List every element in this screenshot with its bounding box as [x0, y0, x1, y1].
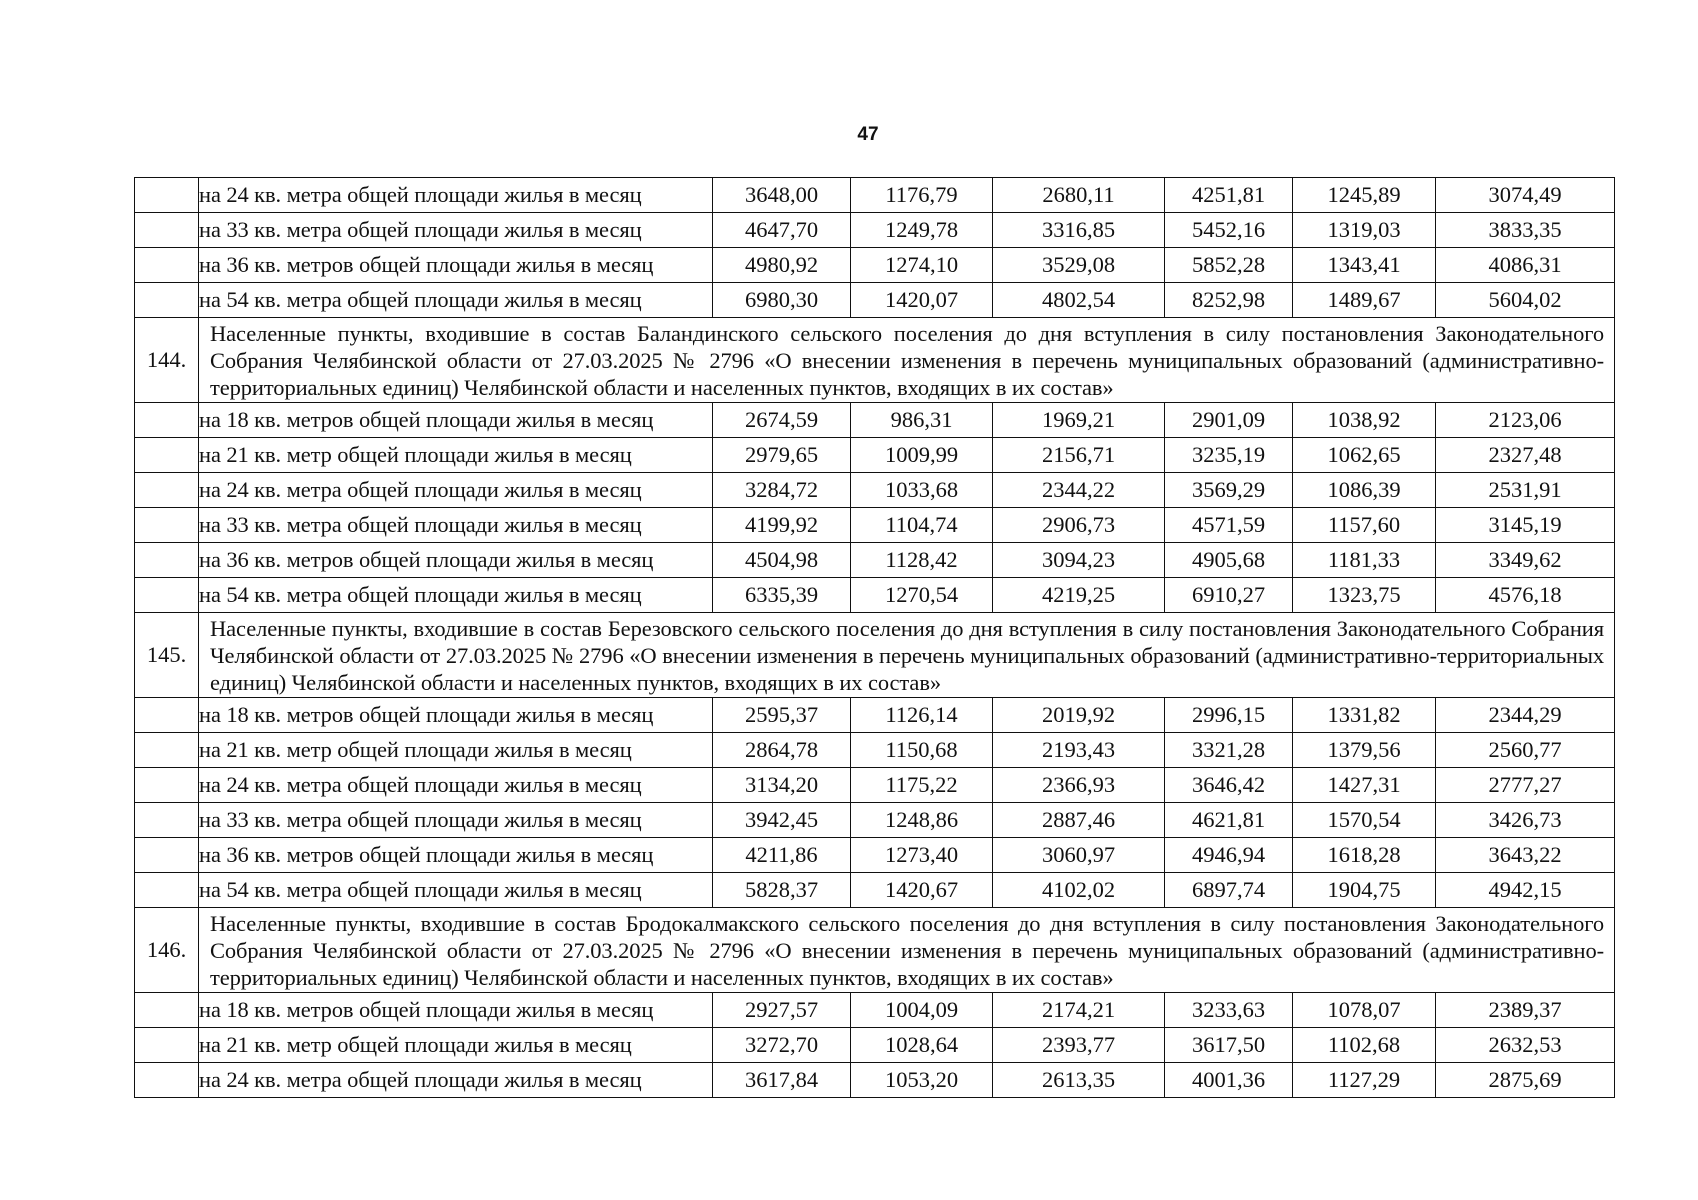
value-cell: 2674,59	[713, 403, 851, 438]
row-number-cell	[135, 1063, 199, 1098]
row-number-cell	[135, 1028, 199, 1063]
row-number-cell	[135, 248, 199, 283]
row-label: на 33 кв. метра общей площади жилья в месяц	[199, 508, 713, 543]
value-cell: 1969,21	[993, 403, 1165, 438]
value-cell: 6335,39	[713, 578, 851, 613]
value-cell: 1270,54	[851, 578, 993, 613]
value-cell: 1028,64	[851, 1028, 993, 1063]
tariff-table	[134, 177, 1615, 1098]
value-cell: 1104,74	[851, 508, 993, 543]
value-cell: 1004,09	[851, 993, 993, 1028]
row-label: на 36 кв. метров общей площади жилья в месяц	[199, 543, 713, 578]
value-cell: 1078,07	[1293, 993, 1436, 1028]
value-cell: 4001,36	[1165, 1063, 1293, 1098]
table-row	[135, 283, 1615, 318]
value-cell: 2875,69	[1436, 1063, 1615, 1098]
value-cell: 3094,23	[993, 543, 1165, 578]
row-number-cell	[135, 213, 199, 248]
value-cell: 1420,67	[851, 873, 993, 908]
page-number: 47	[857, 124, 879, 145]
value-cell: 3569,29	[1165, 473, 1293, 508]
table-row	[135, 508, 1615, 543]
row-number-cell	[135, 768, 199, 803]
value-cell: 4905,68	[1165, 543, 1293, 578]
value-cell: 3316,85	[993, 213, 1165, 248]
value-cell: 3233,63	[1165, 993, 1293, 1028]
value-cell: 1126,14	[851, 698, 993, 733]
value-cell: 1157,60	[1293, 508, 1436, 543]
value-cell: 3060,97	[993, 838, 1165, 873]
row-number-cell	[135, 508, 199, 543]
row-label: на 21 кв. метр общей площади жилья в месяц	[199, 733, 713, 768]
value-cell: 3321,28	[1165, 733, 1293, 768]
value-cell: 1427,31	[1293, 768, 1436, 803]
value-cell: 3617,84	[713, 1063, 851, 1098]
value-cell: 4571,59	[1165, 508, 1293, 543]
value-cell: 3617,50	[1165, 1028, 1293, 1063]
table-row	[135, 993, 1615, 1028]
value-cell: 2393,77	[993, 1028, 1165, 1063]
section-number: 144.	[135, 318, 199, 403]
value-cell: 2887,46	[993, 803, 1165, 838]
row-number-cell	[135, 543, 199, 578]
value-cell: 6910,27	[1165, 578, 1293, 613]
value-cell: 2156,71	[993, 438, 1165, 473]
row-number-cell	[135, 283, 199, 318]
value-cell: 1102,68	[1293, 1028, 1436, 1063]
table-row	[135, 733, 1615, 768]
value-cell: 1618,28	[1293, 838, 1436, 873]
value-cell: 1249,78	[851, 213, 993, 248]
value-cell: 2595,37	[713, 698, 851, 733]
value-cell: 2327,48	[1436, 438, 1615, 473]
value-cell: 3235,19	[1165, 438, 1293, 473]
table-row	[135, 768, 1615, 803]
value-cell: 3349,62	[1436, 543, 1615, 578]
row-label: на 21 кв. метр общей площади жилья в месяц	[199, 1028, 713, 1063]
table-body	[135, 178, 1615, 1098]
table-row	[135, 213, 1615, 248]
section-number: 145.	[135, 613, 199, 698]
value-cell: 2531,91	[1436, 473, 1615, 508]
row-number-cell	[135, 698, 199, 733]
value-cell: 1273,40	[851, 838, 993, 873]
value-cell: 2123,06	[1436, 403, 1615, 438]
value-cell: 3833,35	[1436, 213, 1615, 248]
row-number-cell	[135, 838, 199, 873]
table-row	[135, 698, 1615, 733]
value-cell: 1176,79	[851, 178, 993, 213]
value-cell: 2613,35	[993, 1063, 1165, 1098]
value-cell: 5828,37	[713, 873, 851, 908]
value-cell: 1489,67	[1293, 283, 1436, 318]
value-cell: 4251,81	[1165, 178, 1293, 213]
value-cell: 4980,92	[713, 248, 851, 283]
table-row	[135, 438, 1615, 473]
value-cell: 4942,15	[1436, 873, 1615, 908]
value-cell: 986,31	[851, 403, 993, 438]
value-cell: 1127,29	[1293, 1063, 1436, 1098]
value-cell: 8252,98	[1165, 283, 1293, 318]
value-cell: 4504,98	[713, 543, 851, 578]
section-header-row	[135, 613, 1615, 698]
row-number-cell	[135, 803, 199, 838]
value-cell: 5604,02	[1436, 283, 1615, 318]
value-cell: 2174,21	[993, 993, 1165, 1028]
section-description: Населенные пункты, входившие в состав Бродокалмакского сельского поселения до дня вступления в силу постановления Законодательного Собрания Челябинской области от 27.03.2025 № 2796 «О внесении изменения в перечень муниципальных образований (административно-территориальных единиц) Челябинской области и населенных пунктов, входящих в их состав»	[199, 908, 1615, 993]
value-cell: 3643,22	[1436, 838, 1615, 873]
value-cell: 2777,27	[1436, 768, 1615, 803]
value-cell: 2680,11	[993, 178, 1165, 213]
value-cell: 3134,20	[713, 768, 851, 803]
value-cell: 2366,93	[993, 768, 1165, 803]
value-cell: 1570,54	[1293, 803, 1436, 838]
table-row	[135, 578, 1615, 613]
value-cell: 5452,16	[1165, 213, 1293, 248]
row-label: на 33 кв. метра общей площади жилья в месяц	[199, 803, 713, 838]
table-row	[135, 248, 1615, 283]
value-cell: 2632,53	[1436, 1028, 1615, 1063]
section-description: Населенные пункты, входившие в состав Березовского сельского поселения до дня вступления в силу постановления Законодательного Собрания Челябинской области от 27.03.2025 № 2796 «О внесении изменения в перечень муниципальных образований (административно-территориальных единиц) Челябинской области и населенных пунктов, входящих в их состав»	[199, 613, 1615, 698]
value-cell: 4219,25	[993, 578, 1165, 613]
value-cell: 2193,43	[993, 733, 1165, 768]
value-cell: 1420,07	[851, 283, 993, 318]
table-row	[135, 1028, 1615, 1063]
row-label: на 54 кв. метра общей площади жилья в месяц	[199, 283, 713, 318]
row-label: на 24 кв. метра общей площади жилья в месяц	[199, 1063, 713, 1098]
value-cell: 3529,08	[993, 248, 1165, 283]
value-cell: 5852,28	[1165, 248, 1293, 283]
row-number-cell	[135, 473, 199, 508]
row-label: на 18 кв. метров общей площади жилья в месяц	[199, 993, 713, 1028]
value-cell: 2927,57	[713, 993, 851, 1028]
value-cell: 2864,78	[713, 733, 851, 768]
row-number-cell	[135, 578, 199, 613]
row-label: на 36 кв. метров общей площади жилья в месяц	[199, 248, 713, 283]
table-row	[135, 543, 1615, 578]
table-row	[135, 838, 1615, 873]
value-cell: 1038,92	[1293, 403, 1436, 438]
value-cell: 6980,30	[713, 283, 851, 318]
table-row	[135, 473, 1615, 508]
value-cell: 1319,03	[1293, 213, 1436, 248]
value-cell: 1323,75	[1293, 578, 1436, 613]
section-number: 146.	[135, 908, 199, 993]
value-cell: 1248,86	[851, 803, 993, 838]
row-label: на 24 кв. метра общей площади жилья в месяц	[199, 473, 713, 508]
value-cell: 4199,92	[713, 508, 851, 543]
value-cell: 4086,31	[1436, 248, 1615, 283]
section-header-row	[135, 318, 1615, 403]
value-cell: 2906,73	[993, 508, 1165, 543]
value-cell: 2979,65	[713, 438, 851, 473]
table-row	[135, 178, 1615, 213]
value-cell: 1086,39	[1293, 473, 1436, 508]
value-cell: 1053,20	[851, 1063, 993, 1098]
section-header-row	[135, 908, 1615, 993]
value-cell: 1343,41	[1293, 248, 1436, 283]
row-number-cell	[135, 733, 199, 768]
value-cell: 1009,99	[851, 438, 993, 473]
row-label: на 24 кв. метра общей площади жилья в месяц	[199, 178, 713, 213]
value-cell: 4647,70	[713, 213, 851, 248]
table-row	[135, 803, 1615, 838]
table-row	[135, 1063, 1615, 1098]
value-cell: 3646,42	[1165, 768, 1293, 803]
value-cell: 3272,70	[713, 1028, 851, 1063]
value-cell: 4946,94	[1165, 838, 1293, 873]
value-cell: 1379,56	[1293, 733, 1436, 768]
value-cell: 4621,81	[1165, 803, 1293, 838]
value-cell: 2389,37	[1436, 993, 1615, 1028]
row-label: на 24 кв. метра общей площади жилья в месяц	[199, 768, 713, 803]
value-cell: 4576,18	[1436, 578, 1615, 613]
value-cell: 6897,74	[1165, 873, 1293, 908]
value-cell: 1181,33	[1293, 543, 1436, 578]
value-cell: 1175,22	[851, 768, 993, 803]
value-cell: 1150,68	[851, 733, 993, 768]
row-number-cell	[135, 438, 199, 473]
value-cell: 1128,42	[851, 543, 993, 578]
row-label: на 18 кв. метров общей площади жилья в месяц	[199, 403, 713, 438]
value-cell: 1904,75	[1293, 873, 1436, 908]
row-label: на 33 кв. метра общей площади жилья в месяц	[199, 213, 713, 248]
value-cell: 2560,77	[1436, 733, 1615, 768]
value-cell: 1331,82	[1293, 698, 1436, 733]
value-cell: 3426,73	[1436, 803, 1615, 838]
value-cell: 2996,15	[1165, 698, 1293, 733]
row-label: на 21 кв. метр общей площади жилья в месяц	[199, 438, 713, 473]
value-cell: 3942,45	[713, 803, 851, 838]
table-row	[135, 873, 1615, 908]
row-label: на 54 кв. метра общей площади жилья в месяц	[199, 578, 713, 613]
value-cell: 1033,68	[851, 473, 993, 508]
value-cell: 3074,49	[1436, 178, 1615, 213]
value-cell: 3648,00	[713, 178, 851, 213]
row-number-cell	[135, 403, 199, 438]
value-cell: 4211,86	[713, 838, 851, 873]
row-label: на 54 кв. метра общей площади жилья в месяц	[199, 873, 713, 908]
value-cell: 1062,65	[1293, 438, 1436, 473]
value-cell: 2901,09	[1165, 403, 1293, 438]
value-cell: 3284,72	[713, 473, 851, 508]
value-cell: 4102,02	[993, 873, 1165, 908]
row-number-cell	[135, 993, 199, 1028]
value-cell: 1274,10	[851, 248, 993, 283]
section-description: Населенные пункты, входившие в состав Баландинского сельского поселения до дня вступления в силу постановления Законодательного Собрания Челябинской области от 27.03.2025 № 2796 «О внесении изменения в перечень муниципальных образований (административно-территориальных единиц) Челябинской области и населенных пунктов, входящих в их состав»	[199, 318, 1615, 403]
row-number-cell	[135, 873, 199, 908]
row-label: на 36 кв. метров общей площади жилья в месяц	[199, 838, 713, 873]
value-cell: 3145,19	[1436, 508, 1615, 543]
table-row	[135, 403, 1615, 438]
row-label: на 18 кв. метров общей площади жилья в месяц	[199, 698, 713, 733]
value-cell: 2344,29	[1436, 698, 1615, 733]
value-cell: 2019,92	[993, 698, 1165, 733]
row-number-cell	[135, 178, 199, 213]
value-cell: 1245,89	[1293, 178, 1436, 213]
value-cell: 2344,22	[993, 473, 1165, 508]
value-cell: 4802,54	[993, 283, 1165, 318]
